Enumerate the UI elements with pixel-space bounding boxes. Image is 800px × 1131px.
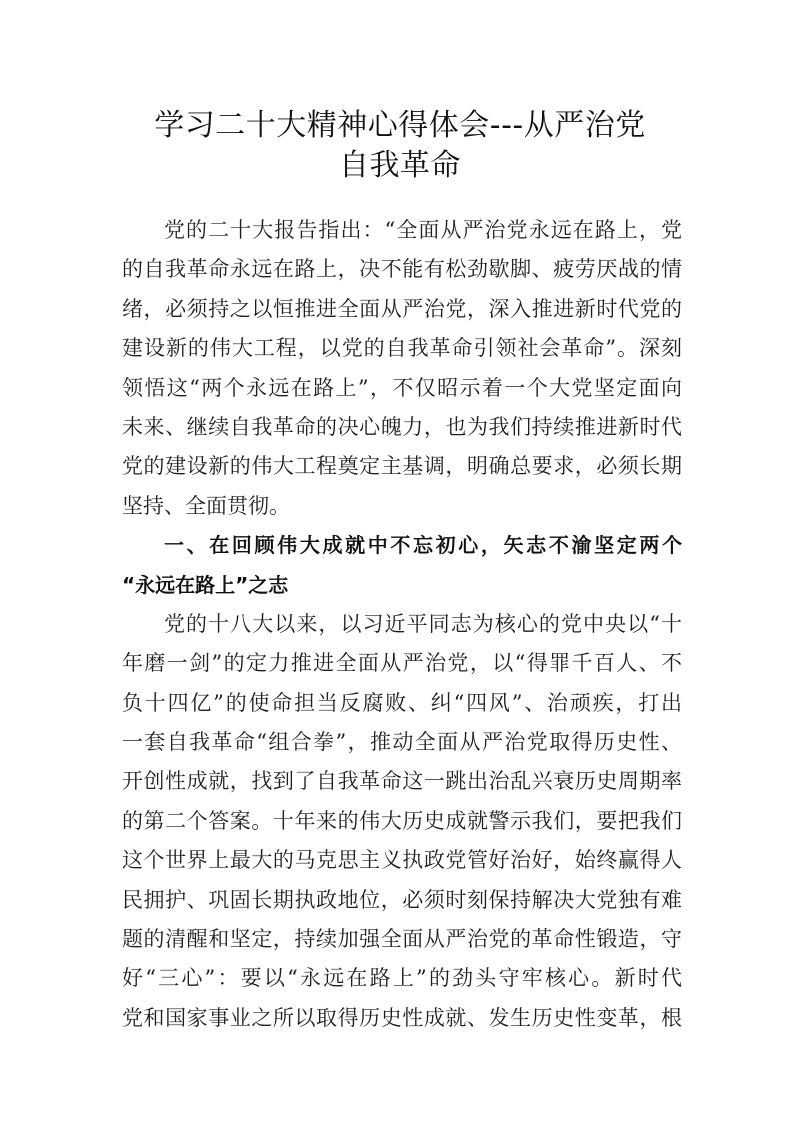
- section-heading-1: [122, 526, 682, 605]
- paragraph-line: 的自我革命永远在路上，决不能有松劲歇脚、疲劳厌战的情: [122, 257, 682, 282]
- paragraph-line: 党和国家事业之所以取得历史性成就、发生历史性变革，根: [122, 1005, 682, 1030]
- paragraph-line: 坚持、全面贯彻。: [122, 493, 290, 518]
- paragraph-line: 民拥护、巩固长期执政地位，必须时刻保持解决大党独有难: [122, 887, 682, 912]
- paragraph-section-1: [122, 605, 682, 1038]
- paragraph-intro: [122, 211, 682, 526]
- paragraph-line: 建设新的伟大工程，以党的自我革命引领社会革命”。深刻: [122, 336, 682, 361]
- paragraph-line: 题的清醒和坚定，持续加强全面从严治党的革命性锻造，守: [122, 927, 682, 952]
- paragraph-line: 开创性成就，找到了自我革命这一跳出治乱兴衰历史周期率: [122, 769, 682, 794]
- paragraph-line: 绪，必须持之以恒推进全面从严治党，深入推进新时代党的: [122, 296, 682, 321]
- paragraph-line: 这个世界上最大的马克思主义执政党管好治好，始终赢得人: [122, 848, 682, 873]
- paragraph-line: 的第二个答案。十年来的伟大历史成就警示我们，要把我们: [122, 808, 682, 833]
- paragraph-line: 党的十八大以来，以习近平同志为核心的党中央以“十: [164, 611, 682, 636]
- paragraph-line: 未来、继续自我革命的决心魄力，也为我们持续推进新时代: [122, 414, 682, 439]
- paragraph-line: 一套自我革命“组合拳”，推动全面从严治党取得历史性、: [122, 730, 682, 755]
- document-title-line-2: 自我革命: [339, 148, 461, 183]
- paragraph-line: 党的二十大报告指出：“全面从严治党永远在路上，党: [164, 218, 682, 242]
- document-title-line-1: 学习二十大精神心得体会---从严治党: [154, 108, 646, 143]
- paragraph-line: 好“三心”：要以“永远在路上”的劲头守牢核心。新时代: [122, 966, 682, 991]
- paragraph-line: 负十四亿”的使命担当反腐败、纠“四风”、治顽疾，打出: [122, 690, 682, 715]
- paragraph-line: 党的建设新的伟大工程奠定主基调，明确总要求，必须长期: [122, 454, 682, 479]
- paragraph-line: 年磨一剑”的定力推进全面从严治党，以“得罪千百人、不: [122, 651, 682, 676]
- heading-line: 一、在回顾伟大成就中不忘初心，矢志不渝坚定两个: [164, 533, 682, 558]
- document-body: [122, 211, 682, 1038]
- paragraph-line: 领悟这“两个永远在路上”，不仅昭示着一个大党坚定面向: [122, 375, 682, 400]
- heading-line: “永远在路上”之志: [122, 572, 289, 597]
